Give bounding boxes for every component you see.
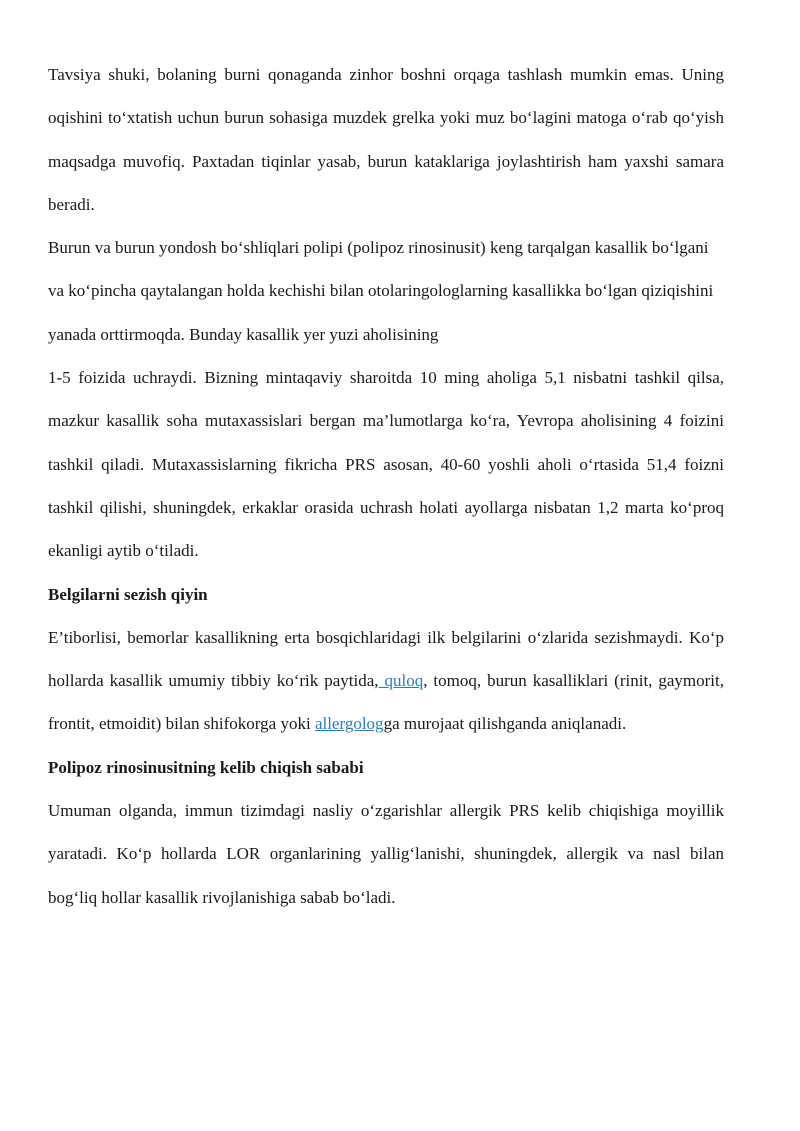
paragraph-symptoms bbox=[48, 616, 724, 746]
paragraph-symptoms-text-end: ga murojaat qilishganda aniqlanadi. bbox=[383, 714, 627, 734]
heading-causes: Polipoz rinosinusitning kelib chiqish sababi bbox=[48, 757, 364, 777]
heading-symptoms-hard-to-notice: Belgilarni sezish qiyin bbox=[48, 584, 208, 604]
link-allergist[interactable]: allergolog bbox=[314, 714, 384, 734]
paragraph-symptoms-text-start: E’tiborlisi, bemorlar kasallikning erta bosqichlaridagi ilk belgilarini o‘zlarida sezishmaydi. Ko‘p hollarda kasallik umumiy tibbiy ko‘rik paytida, bbox=[48, 627, 724, 691]
paragraph-nosebleed-advice: Tavsiya shuki, bolaning burni qonaganda zinhor boshni orqaga tashlash mumkin emas. Uning oqishini to‘xtatish uchun burun sohasiga muzdek grelka yoki muz bo‘lagini matoga o‘rab qo‘yish maqsadga muvofiq. Paxtadan tiqinlar yasab, burun kataklariga joylashtirish ham yaxshi samara beradi. bbox=[48, 65, 724, 214]
paragraph-polyp-intro: Burun va burun yondosh bo‘shliqlari polipi (polipoz rinosinusit) keng tarqalgan kasallik bo‘lgani va ko‘pincha qaytalangan holda kechishi bilan otolaringologlarning kasallikka bo‘lgan qiziqishini yanada orttirmoqda. Bunday kasallik yer yuzi aholisining bbox=[48, 238, 714, 344]
link-ear[interactable]: quloq bbox=[378, 671, 424, 691]
paragraph-causes: Umuman olganda, immun tizimdagi nasliy o‘zgarishlar allergik PRS kelib chiqishiga moyillik yaratadi. Ko‘p hollarda LOR organlarining yallig‘lanishi, shuningdek, allergik va nasl bilan bog‘liq hollar kasallik rivojlanishiga sabab bo‘ladi. bbox=[48, 801, 724, 907]
paragraph-prevalence: 1-5 foizida uchraydi. Bizning mintaqaviy sharoitda 10 ming aholiga 5,1 nisbatni tashkil qilsa, mazkur kasallik soha mutaxassislari bergan ma’lumotlarga ko‘ra, Yevropa aholisining 4 foizini tashkil qiladi. Mutaxassislarning fikricha PRS asosan, 40-60 yoshli aholi o‘rtasida 51,4 foizni tashkil qilishi, shuningdek, erkaklar orasida uchrash holati ayollarga nisbatan 1,2 marta ko‘proq ekanligi aytib o‘tiladi. bbox=[48, 368, 724, 561]
paragraph-symptoms-text-mid: , tomoq, burun kasalliklari (rinit, gaymorit, frontit, etmoidit) bilan shifokorga yoki bbox=[48, 671, 724, 734]
